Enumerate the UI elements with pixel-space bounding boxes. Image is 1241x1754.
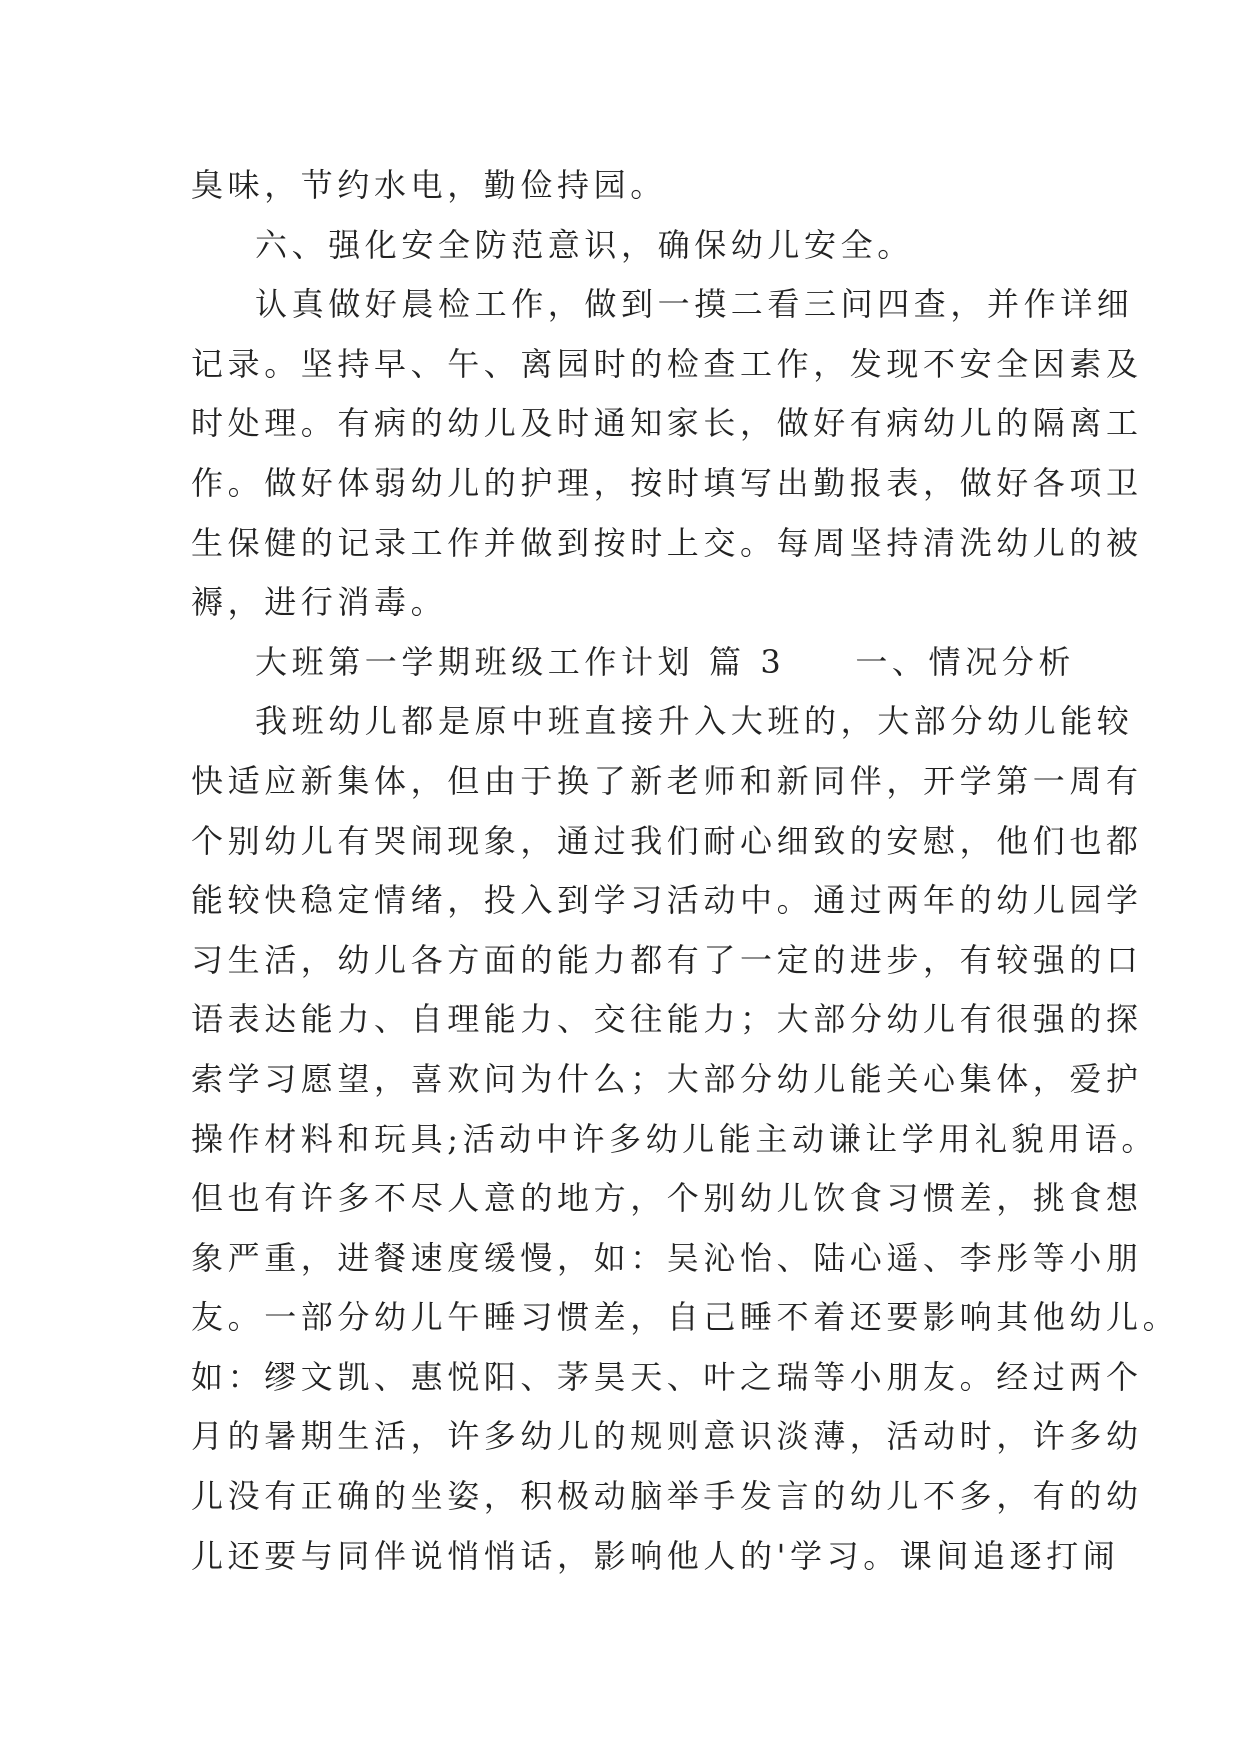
article-title: 大班第一学期班级工作计划 篇 3 (255, 642, 786, 681)
text-line: 褥，进行消毒。 (191, 583, 448, 622)
text-line: 个别幼儿有哭闹现象，通过我们耐心细致的安慰，他们也都 (191, 821, 1143, 860)
text-line: 但也有许多不尽人意的地方，个别幼儿饮食习惯差，挑食想 (191, 1179, 1143, 1218)
text-line: 记录。坚持早、午、离园时的检查工作，发现不安全因素及 (191, 344, 1143, 383)
text-line: 认真做好晨检工作，做到一摸二看三问四查，并作详细 (255, 285, 1134, 324)
text-line: 生保健的记录工作并做到按时上交。每周坚持清洗幼儿的被 (191, 523, 1143, 562)
section-title-line (191, 633, 1075, 693)
text-line: 象严重，进餐速度缓慢，如：吴沁怡、陆心遥、李彤等小朋 (191, 1238, 1143, 1277)
text-line: 操作材料和玩具;活动中许多幼儿能主动谦让学用礼貌用语。 (191, 1119, 1158, 1158)
text-line: 快适应新集体，但由于换了新老师和新同伴，开学第一周有 (191, 761, 1143, 800)
text-line: 习生活，幼儿各方面的能力都有了一定的进步，有较强的口 (191, 940, 1143, 979)
text-line: 时处理。有病的幼儿及时通知家长，做好有病幼儿的隔离工 (191, 404, 1143, 443)
document-body (191, 156, 1180, 1586)
text-line: 儿还要与同伴说悄悄话，影响他人的'学习。课间追逐打闹 (191, 1536, 1120, 1575)
section-heading: 六、强化安全防范意识，确保幼儿安全。 (255, 225, 914, 264)
text-line: 臭味，节约水电，勤俭持园。 (191, 166, 667, 204)
text-line: 语表达能力、自理能力、交往能力；大部分幼儿有很强的探 (191, 1000, 1143, 1039)
text-line: 儿没有正确的坐姿，积极动脑举手发言的幼儿不多，有的幼 (191, 1477, 1143, 1516)
text-line: 如：缪文凯、惠悦阳、茅昊天、叶之瑞等小朋友。经过两个 (191, 1357, 1143, 1396)
text-line: 作。做好体弱幼儿的护理，按时填写出勤报表，做好各项卫 (191, 463, 1143, 502)
text-line: 友。一部分幼儿午睡习惯差，自己睡不着还要影响其他幼儿。 (191, 1298, 1180, 1337)
text-line: 能较快稳定情绪，投入到学习活动中。通过两年的幼儿园学 (191, 881, 1143, 920)
text-line: 索学习愿望，喜欢问为什么；大部分幼儿能关心集体，爱护 (191, 1059, 1143, 1098)
section-heading: 一、情况分析 (855, 642, 1075, 681)
text-line: 我班幼儿都是原中班直接升入大班的，大部分幼儿能较 (255, 702, 1134, 741)
text-line: 月的暑期生活，许多幼儿的规则意识淡薄，活动时，许多幼 (191, 1417, 1143, 1456)
